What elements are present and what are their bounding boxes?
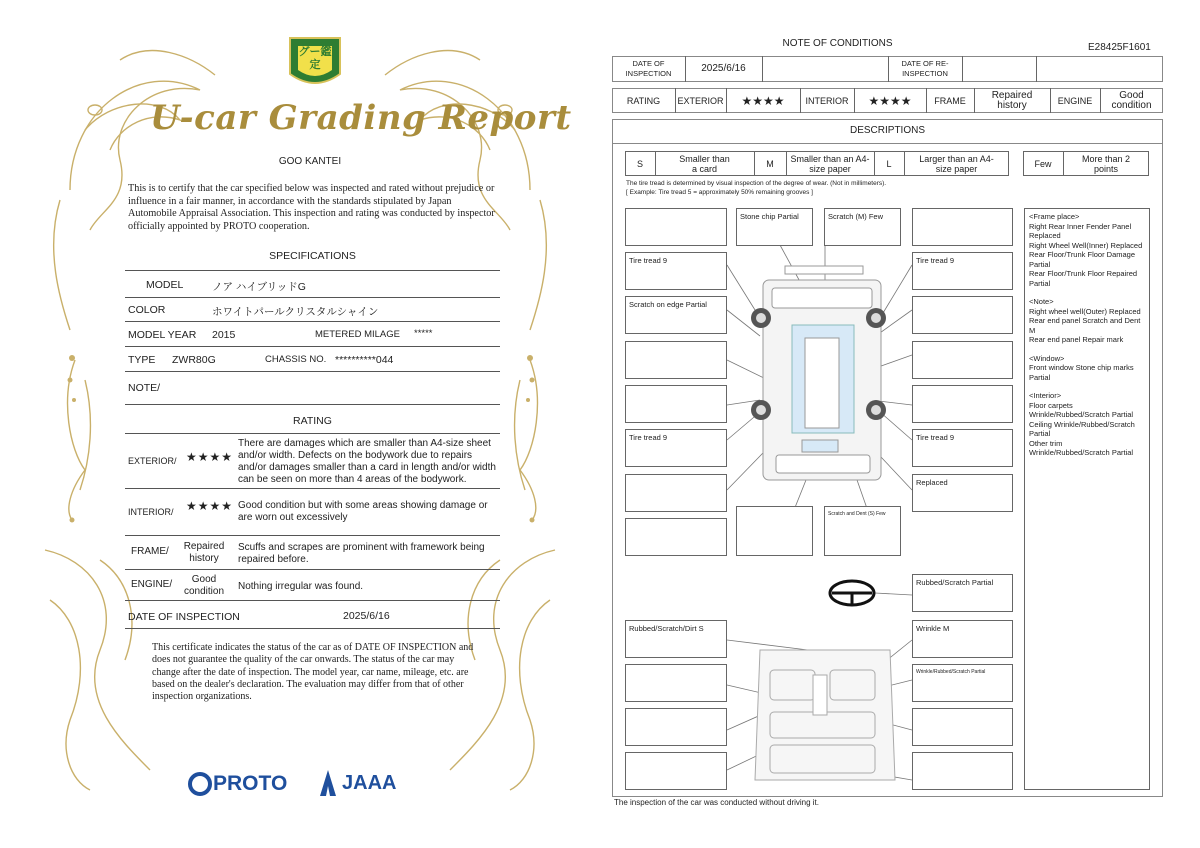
legend-s-desc: Smaller than a card <box>679 153 730 174</box>
notes-line: <Window> <box>1029 353 1065 363</box>
jaaa-logo-icon <box>318 768 338 798</box>
descriptions-heading: DESCRIPTIONS <box>849 125 925 136</box>
exterior-stars: ★★★★ <box>186 450 234 464</box>
interior-stars: ★★★★ <box>186 499 234 513</box>
engine-value: Good condition <box>1111 89 1152 111</box>
certificate-intro: This is to certify that the car specified below was inspected and rated without prejudice or influence in a fair manner, in accordance with the standards stipulated by Japan Automobile Appraisal Association. This inspection and rating was conducted by inspector officially appointed by PROTO cooperation. <box>128 183 495 232</box>
note-box <box>625 752 727 790</box>
sheet-title: NOTE OF CONDITIONS <box>782 38 893 49</box>
note-box-scratch-edge: Scratch on edge Partial <box>625 296 727 334</box>
badge-text: グー鑑定 <box>298 46 332 71</box>
chassis-label: CHASSIS NO. <box>265 354 327 365</box>
interior-stars: ★★★★ <box>868 93 912 108</box>
date-inspection-label: DATE OF INSPECTION <box>625 59 672 78</box>
note-box-scratch-m: Scratch (M) Few <box>824 208 901 246</box>
note-box <box>912 296 1013 334</box>
note-box <box>912 341 1013 379</box>
interior-label: INTERIOR <box>805 95 849 106</box>
sheet-footer: The inspection of the car was conducted without driving it. <box>614 798 819 807</box>
notes-line: Rear end panel Repair mark <box>1029 335 1124 344</box>
note-box-stone-chip: Stone chip Partial <box>736 208 813 246</box>
tire-example: [ Example: Tire tread 5 = approximately 50% remaining grooves ] <box>626 189 813 196</box>
proto-logo: PROTO <box>213 772 288 795</box>
note-box-tire-fl: Tire tread 9 <box>625 252 727 290</box>
date-inspection-value: 2025/6/16 <box>701 63 746 74</box>
model-value: ノア ハイブリッドG <box>212 281 306 293</box>
model-year-value: 2015 <box>212 329 236 341</box>
notes-line <box>1029 345 1145 354</box>
notes-panel <box>1024 208 1150 790</box>
engine-value: Good condition <box>183 574 225 597</box>
note-box <box>736 506 813 556</box>
notes-line: Right wheel well(Outer) Replaced <box>1029 306 1141 316</box>
frame-value: Repaired history <box>991 89 1033 111</box>
exterior-label: EXTERIOR <box>677 95 724 106</box>
metered-milage-value: ***** <box>414 328 433 339</box>
note-box <box>912 208 1013 246</box>
proto-logo-icon <box>188 772 212 796</box>
certificate-subtitle: GOO KANTEI <box>278 156 342 167</box>
jaaa-logo: JAAA <box>342 772 397 794</box>
legend-m-desc: Smaller than an A4-size paper <box>790 153 870 174</box>
steering-wheel-icon <box>830 581 874 605</box>
date-of-inspection-label: DATE OF INSPECTION <box>128 611 240 623</box>
note-box-tire-rr: Tire tread 9 <box>912 429 1013 467</box>
notes-line: <Interior> <box>1029 391 1062 400</box>
note-box <box>625 341 727 379</box>
legend-l: L <box>886 158 892 169</box>
note-box <box>625 208 727 246</box>
interior-label: INTERIOR/ <box>128 507 174 517</box>
note-box-rubbed-dirt: Rubbed/Scratch/Dirt S <box>625 620 727 658</box>
metered-milage-label: METERED MILAGE <box>315 329 400 340</box>
notes-line: Rear Floor/Trunk Floor Damage Partial <box>1029 250 1136 269</box>
note-box-tire-rl: Tire tread 9 <box>625 429 727 467</box>
exterior-label: EXTERIOR/ <box>128 456 177 466</box>
frame-label: FRAME <box>934 95 966 106</box>
legend-s: S <box>636 158 643 169</box>
legend-m: M <box>766 158 774 169</box>
model-label: MODEL <box>146 279 184 291</box>
legend-few: Few <box>1034 158 1052 169</box>
type-value: ZWR80G <box>172 354 216 366</box>
chassis-value: **********044 <box>335 354 394 366</box>
engine-label: ENGINE/ <box>131 579 173 590</box>
reference-number: E28425F1601 <box>1088 42 1151 53</box>
rating-heading: RATING <box>293 415 332 427</box>
note-label: NOTE/ <box>128 382 161 394</box>
date-of-inspection-value: 2025/6/16 <box>343 610 390 622</box>
exterior-stars: ★★★★ <box>741 93 785 108</box>
legend-l-desc: Larger than an A4-size paper <box>919 153 994 174</box>
note-box <box>625 518 727 556</box>
note-of-conditions-sheet <box>600 0 1200 848</box>
note-box-tire-fr: Tire tread 9 <box>912 252 1013 290</box>
notes-line: Ceiling Wrinkle/Rubbed/Scratch Partial <box>1029 419 1135 438</box>
note-box-rubbed-partial: Rubbed/Scratch Partial <box>912 574 1013 612</box>
legend-few-desc: More than 2 points <box>1081 153 1131 174</box>
type-label: TYPE <box>128 354 156 366</box>
notes-line: <Note> <box>1029 297 1054 306</box>
notes-line: Rear Floor/Trunk Floor Repaired Partial <box>1029 269 1138 288</box>
tire-note: The tire tread is determined by visual inspection of the degree of wear. (Not in millimeters). <box>626 180 887 187</box>
notes-line: Floor carpets Wrinkle/Rubbed/Scratch Partial <box>1029 400 1134 419</box>
note-box-wrinkle-m: Wrinkle M <box>912 620 1013 658</box>
note-box <box>912 708 1013 746</box>
note-box <box>912 752 1013 790</box>
note-box <box>912 385 1013 423</box>
specifications-heading: SPECIFICATIONS <box>269 250 356 262</box>
frame-description: Scuffs and scrapes are prominent with framework being repaired before. <box>238 542 485 565</box>
certificate-footer-note: This certificate indicates the status of the car as of DATE OF INSPECTION and does not guarantee the quality of the car onwards. The status of the car may change after the date of inspection. The model year, car name, mileage, etc. are based on the dealer's declaration. The evaluation may differ from that of other inspection organizations. <box>152 642 474 703</box>
exterior-description: There are damages which are smaller than A4-size sheet and/or width. Defects on the bodywork due to repairs and/or damages smaller than a card in length and/or width can be seen on more than 4 areas of the bodywork. <box>238 438 496 485</box>
notes-line: Rear end panel Scratch and Dent M <box>1029 316 1141 335</box>
frame-value: Repaired history <box>183 541 225 564</box>
engine-description: Nothing irregular was found. <box>238 581 364 592</box>
date-reinspection-label: DATE OF RE-INSPECTION <box>901 59 949 78</box>
note-box-replaced: Replaced <box>912 474 1013 512</box>
notes-list <box>1029 212 1145 458</box>
notes-line: Other trim Wrinkle/Rubbed/Scratch Partial <box>1029 438 1134 457</box>
note-box <box>625 708 727 746</box>
notes-line <box>1029 382 1145 391</box>
interior-description: Good condition but with some areas showing damage or are worn out excessively <box>238 500 488 523</box>
notes-line: <Frame place> <box>1029 212 1080 221</box>
frame-label: FRAME/ <box>131 546 169 557</box>
note-box <box>625 664 727 702</box>
engine-label: ENGINE <box>1057 95 1093 106</box>
color-label: COLOR <box>128 304 166 316</box>
model-year-label: MODEL YEAR <box>128 329 197 341</box>
interior-seat-diagram <box>755 650 895 780</box>
color-value: ホワイトパールクリスタルシャイン <box>212 306 379 318</box>
note-box-wrinkle-rubbed: Wrinkle/Rubbed/Scratch Partial <box>912 664 1013 702</box>
notes-line: Right Wheel Well(Inner) Replaced <box>1029 240 1143 250</box>
rating-label: RATING <box>626 95 661 106</box>
note-box-scratch-dent: Scratch and Dent (S) Few <box>824 506 901 556</box>
note-box <box>625 385 727 423</box>
note-box <box>625 474 727 512</box>
notes-line: Front window Stone chip marks Partial <box>1029 363 1134 382</box>
notes-line <box>1029 288 1145 297</box>
notes-line: Right Rear Inner Fender Panel Replaced <box>1029 221 1132 240</box>
certificate-title: U-car Grading Report <box>150 98 572 138</box>
